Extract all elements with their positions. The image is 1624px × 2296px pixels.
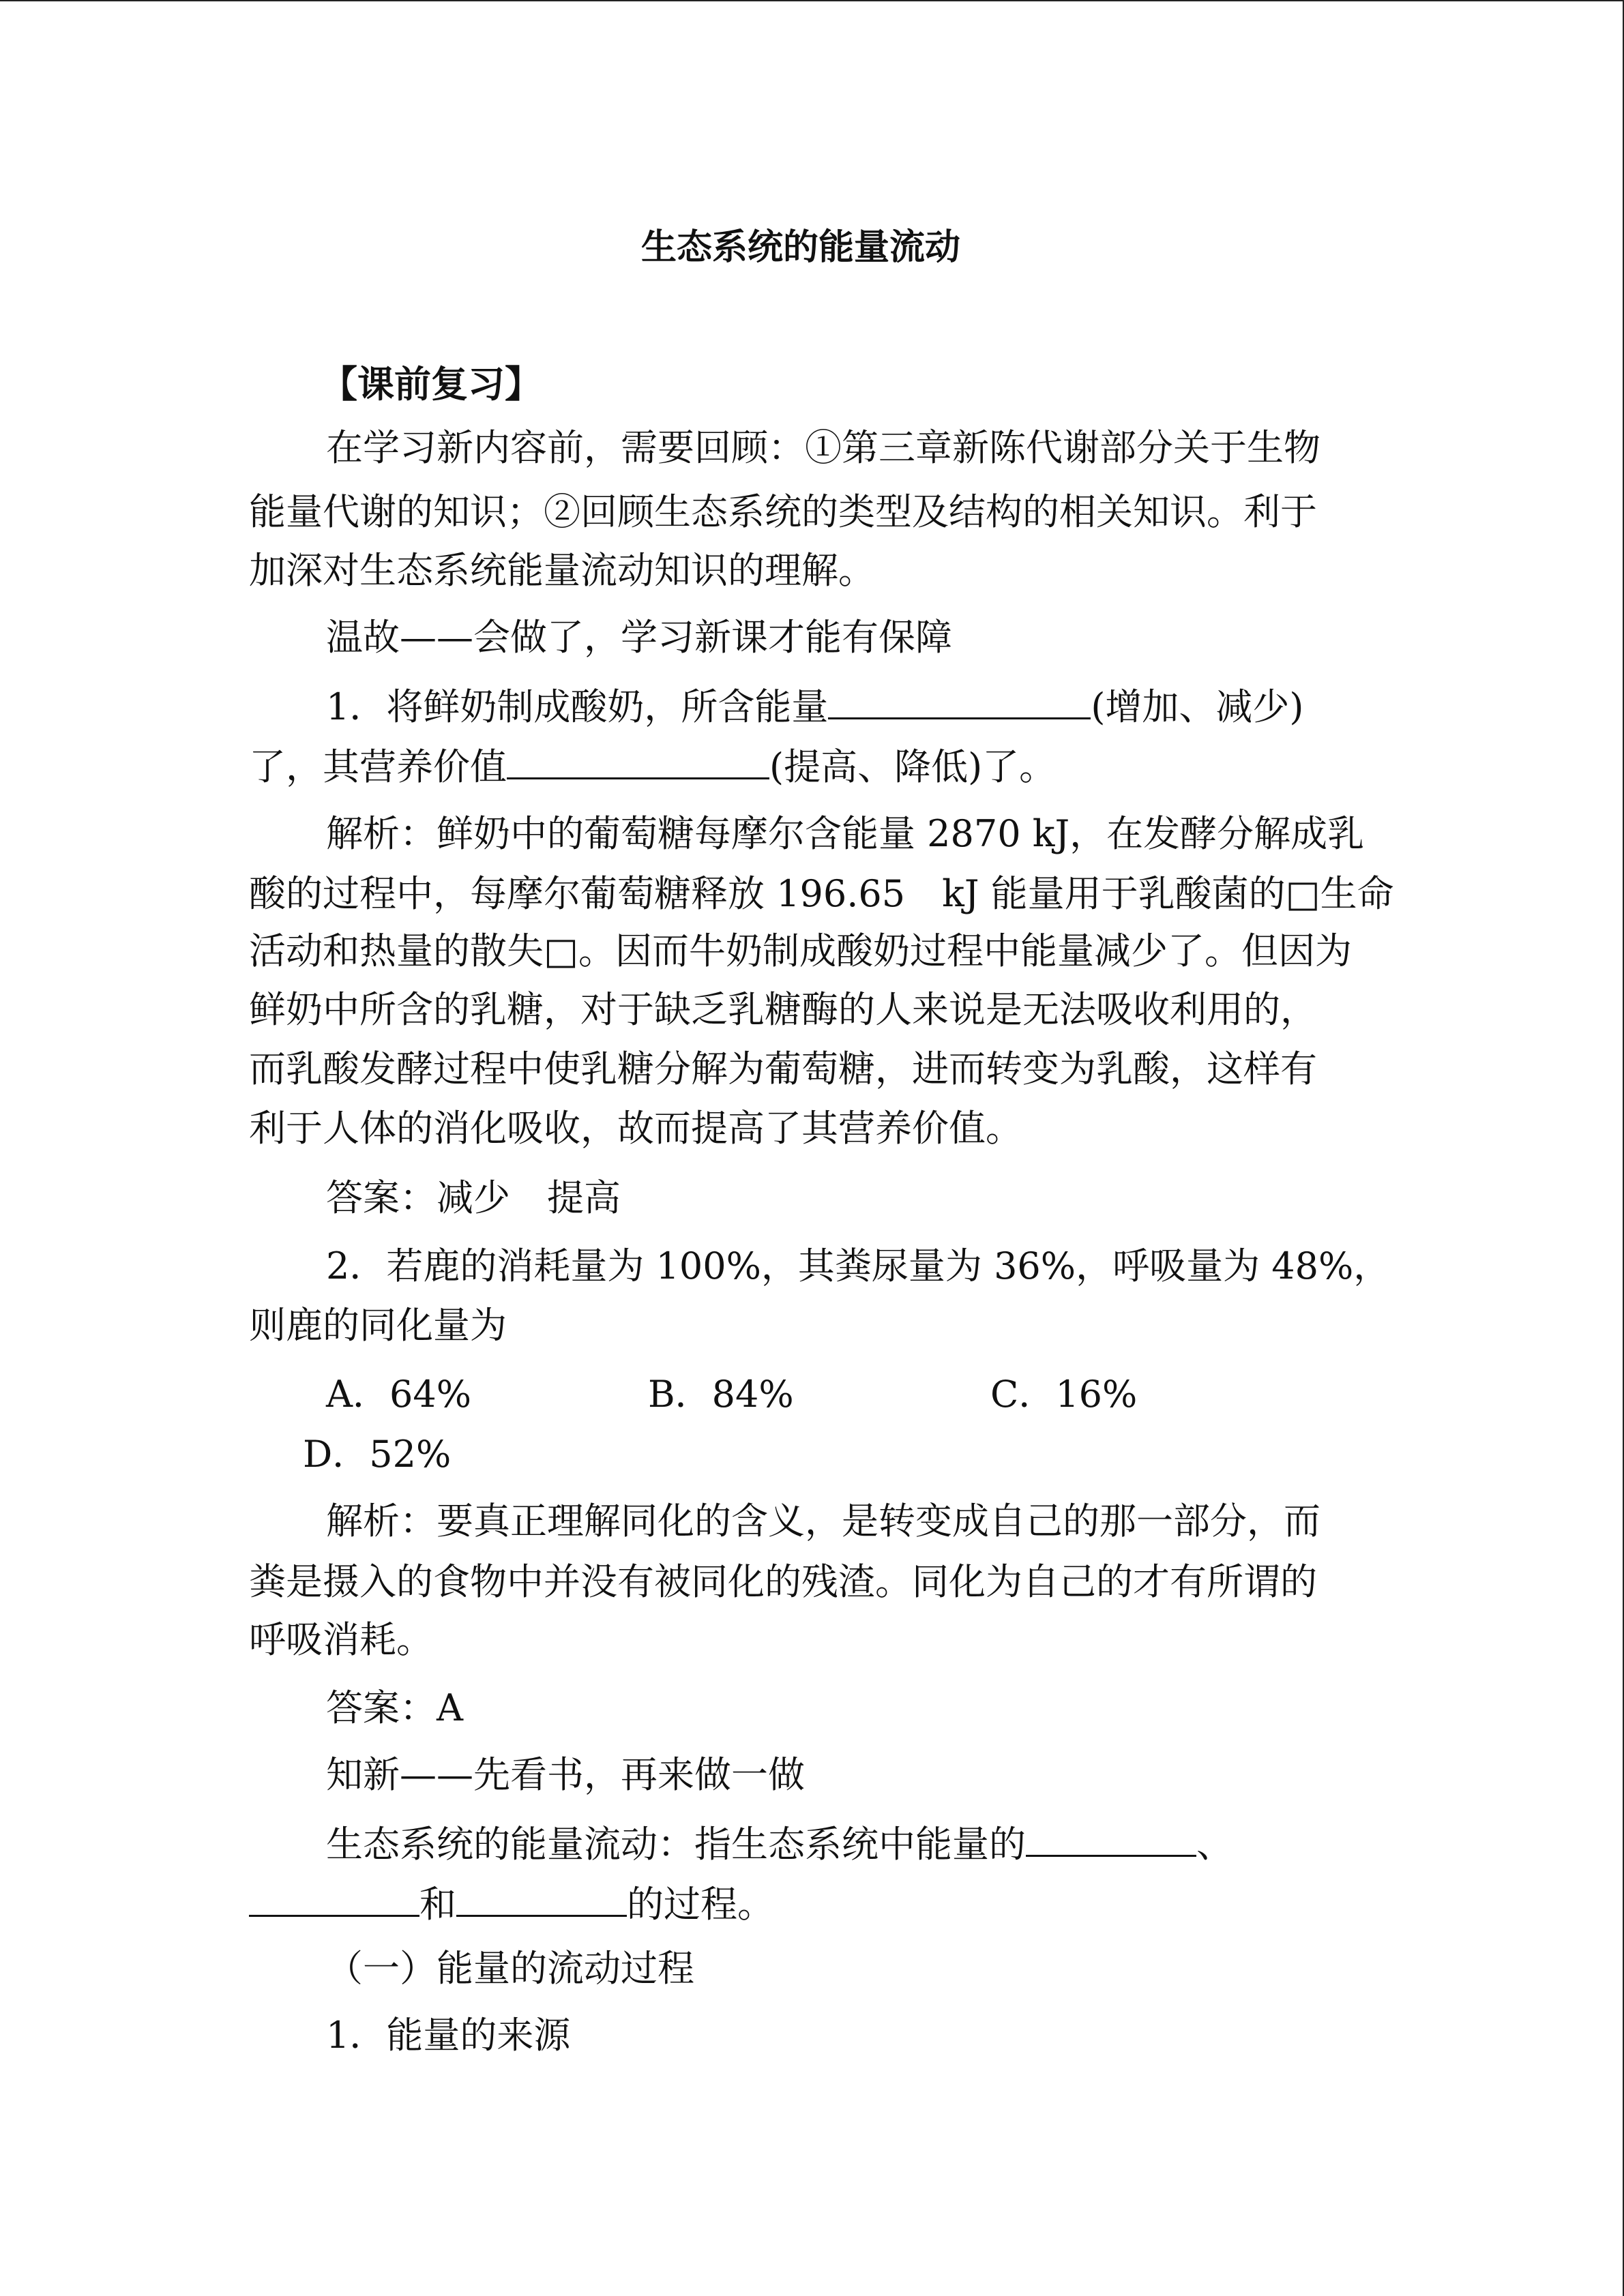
answer-blank[interactable] [1026, 1821, 1196, 1857]
new-knowledge-heading: 知新——先看书，再来做一做 [326, 1753, 805, 1796]
intro-line-1: 在学习新内容前，需要回顾：①第三章新陈代谢部分关于生物 [326, 426, 1320, 469]
item-1: 1．能量的来源 [326, 2014, 571, 2057]
q1-analysis-line-2: 酸的过程中，每摩尔葡萄糖释放 196.65 kJ 能量用于乳酸菌的□生命 [249, 872, 1394, 915]
question-1-line-2 [249, 743, 1056, 790]
definition-line-1 [326, 1821, 1233, 1867]
definition-text-b: 、 [1196, 1823, 1233, 1866]
section-heading: 【课前复习】 [321, 362, 542, 406]
answer-blank[interactable] [456, 1881, 627, 1917]
intro-line-2: 能量代谢的知识；②回顾生态系统的类型及结构的相关知识。利于 [249, 490, 1317, 533]
option-b: B．84% [648, 1373, 794, 1416]
answer-blank[interactable] [828, 683, 1091, 719]
q1-answer: 答案：减少 提高 [326, 1176, 621, 1219]
question-1-line-1 [326, 683, 1304, 730]
question-1-text-d: (提高、降低)了。 [769, 745, 1057, 788]
question-2-line-1: 2．若鹿的消耗量为 100%，其粪尿量为 36%，呼吸量为 48%， [326, 1244, 1391, 1287]
sub-heading: （一）能量的流动过程 [326, 1947, 694, 1990]
q1-analysis-line-1: 解析：鲜奶中的葡萄糖每摩尔含能量 2870 kJ，在发酵分解成乳 [326, 812, 1365, 855]
question-1-text-a: 1．将鲜奶制成酸奶，所含能量 [326, 685, 829, 728]
question-1-text-b: (增加、减少) [1091, 685, 1304, 728]
q1-analysis-line-4: 鲜奶中所含的乳糖，对于缺乏乳糖酶的人来说是无法吸收利用的， [249, 988, 1317, 1031]
option-d: D．52% [303, 1433, 452, 1476]
page-title: 生态系统的能量流动 [641, 226, 961, 268]
definition-text-a: 生态系统的能量流动：指生态系统中能量的 [326, 1823, 1026, 1866]
q2-analysis-line-2: 粪是摄入的食物中并没有被同化的残渣。同化为自己的才有所谓的 [249, 1560, 1317, 1603]
question-2-line-2: 则鹿的同化量为 [249, 1304, 507, 1347]
review-heading: 温故——会做了，学习新课才能有保障 [326, 616, 952, 659]
definition-line-2 [249, 1881, 774, 1927]
answer-blank[interactable] [249, 1881, 419, 1917]
q2-analysis-line-3: 呼吸消耗。 [249, 1618, 433, 1661]
q2-analysis-line-1: 解析：要真正理解同化的含义，是转变成自己的那一部分，而 [326, 1500, 1320, 1542]
q1-analysis-line-3: 活动和热量的散失□。因而牛奶制成酸奶过程中能量减少了。但因为 [249, 929, 1353, 972]
answer-blank[interactable] [507, 743, 769, 779]
definition-text-c: 和 [419, 1883, 456, 1926]
q1-analysis-line-6: 利于人体的消化吸收，故而提高了其营养价值。 [249, 1107, 1022, 1150]
q1-analysis-line-5: 而乳酸发酵过程中使乳糖分解为葡萄糖，进而转变为乳酸，这样有 [249, 1047, 1317, 1090]
question-1-text-c: 了，其营养价值 [249, 745, 507, 788]
intro-line-3: 加深对生态系统能量流动知识的理解。 [249, 549, 875, 592]
option-c: C．16% [990, 1373, 1138, 1416]
option-a: A．64% [326, 1373, 472, 1416]
definition-text-d: 的过程。 [627, 1883, 774, 1926]
q2-answer: 答案：A [326, 1686, 463, 1729]
